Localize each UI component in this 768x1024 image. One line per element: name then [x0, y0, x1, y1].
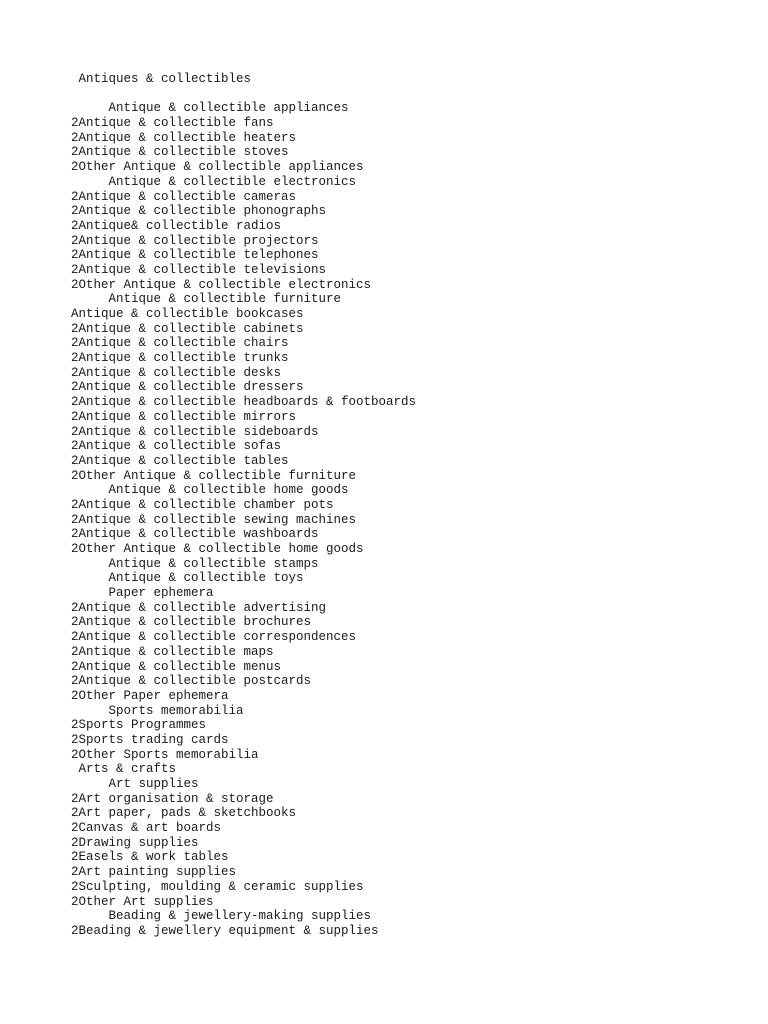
doc-line: 2Other Paper ephemera	[71, 688, 229, 703]
doc-line: 2Antique & collectible phonographs	[71, 204, 327, 219]
doc-line: 2Other Antique & collectible appliances	[71, 160, 364, 175]
doc-line: 2Easels & work tables	[71, 850, 229, 865]
doc-line: 2Antique& collectible radios	[71, 218, 282, 233]
doc-line: 2Antique & collectible mirrors	[71, 409, 297, 424]
doc-line: 2Sculpting, moulding & ceramic supplies	[71, 879, 364, 894]
doc-line: 2Beading & jewellery equipment & supplies	[71, 923, 379, 938]
doc-line: Arts & crafts	[71, 762, 177, 777]
doc-line: Antiques & collectibles	[71, 72, 252, 86]
doc-line: Beading & jewellery-making supplies	[71, 909, 372, 924]
doc-line: 2Art painting supplies	[71, 865, 237, 880]
doc-line: 2Other Antique & collectible furniture	[71, 468, 357, 483]
doc-line: Antique & collectible appliances	[71, 101, 349, 116]
doc-line: Antique & collectible home goods	[71, 483, 349, 498]
doc-line: 2Antique & collectible heaters	[71, 130, 297, 145]
doc-line: 2Antique & collectible chamber pots	[71, 497, 334, 512]
doc-line: 2Antique & collectible telephones	[71, 248, 319, 263]
doc-line: 2Antique & collectible sideboards	[71, 424, 319, 439]
doc-line: Art supplies	[71, 777, 199, 791]
doc-line: 2Antique & collectible projectors	[71, 233, 319, 248]
doc-line: 2Other Antique & collectible electronics	[71, 277, 372, 292]
doc-line: 2Other Antique & collectible home goods	[71, 542, 364, 556]
blank-line	[71, 87, 416, 102]
doc-line: 2Antique & collectible correspondences	[71, 630, 357, 645]
doc-line: Antique & collectible bookcases	[71, 307, 304, 321]
doc-line: 2Antique & collectible menus	[71, 659, 282, 674]
doc-line: 2Drawing supplies	[71, 835, 199, 850]
doc-line: 2Art organisation & storage	[71, 791, 274, 806]
doc-line: 2Antique & collectible fans	[71, 116, 274, 131]
doc-line: 2Antique & collectible advertising	[71, 600, 327, 615]
doc-line: Antique & collectible toys	[71, 571, 304, 586]
doc-line: 2Antique & collectible cameras	[71, 189, 297, 204]
doc-line: 2Art paper, pads & sketchbooks	[71, 806, 297, 821]
doc-line: 2Antique & collectible washboards	[71, 527, 319, 542]
doc-line: 2Antique & collectible sewing machines	[71, 512, 357, 527]
doc-line: 2Antique & collectible headboards & footboards	[71, 395, 417, 410]
doc-line: 2Other Art supplies	[71, 894, 214, 909]
doc-line: Antique & collectible stamps	[71, 556, 319, 571]
doc-line: 2Antique & collectible desks	[71, 365, 282, 380]
doc-line: 2Antique & collectible cabinets	[71, 321, 304, 336]
doc-line: 2Antique & collectible stoves	[71, 145, 289, 160]
doc-line: 2Sports Programmes	[71, 718, 207, 733]
doc-line: 2Antique & collectible postcards	[71, 674, 312, 689]
doc-line: 2Antique & collectible chairs	[71, 336, 289, 351]
doc-line: Paper ephemera	[71, 586, 214, 601]
doc-line: Sports memorabilia	[71, 703, 244, 718]
doc-line: 2Antique & collectible televisions	[71, 262, 327, 277]
doc-line: 2Antique & collectible sofas	[71, 439, 282, 454]
document-body	[71, 72, 416, 939]
doc-line: 2Antique & collectible maps	[71, 644, 274, 659]
doc-line: Antique & collectible furniture	[71, 292, 342, 307]
doc-line: 2Antique & collectible brochures	[71, 615, 312, 630]
doc-line: 2Other Sports memorabilia	[71, 747, 259, 762]
doc-line: 2Antique & collectible tables	[71, 453, 289, 468]
doc-line: 2Sports trading cards	[71, 732, 229, 747]
doc-line: 2Canvas & art boards	[71, 821, 222, 836]
doc-line: Antique & collectible electronics	[71, 174, 357, 189]
doc-line: 2Antique & collectible dressers	[71, 380, 304, 395]
doc-line: 2Antique & collectible trunks	[71, 351, 289, 366]
